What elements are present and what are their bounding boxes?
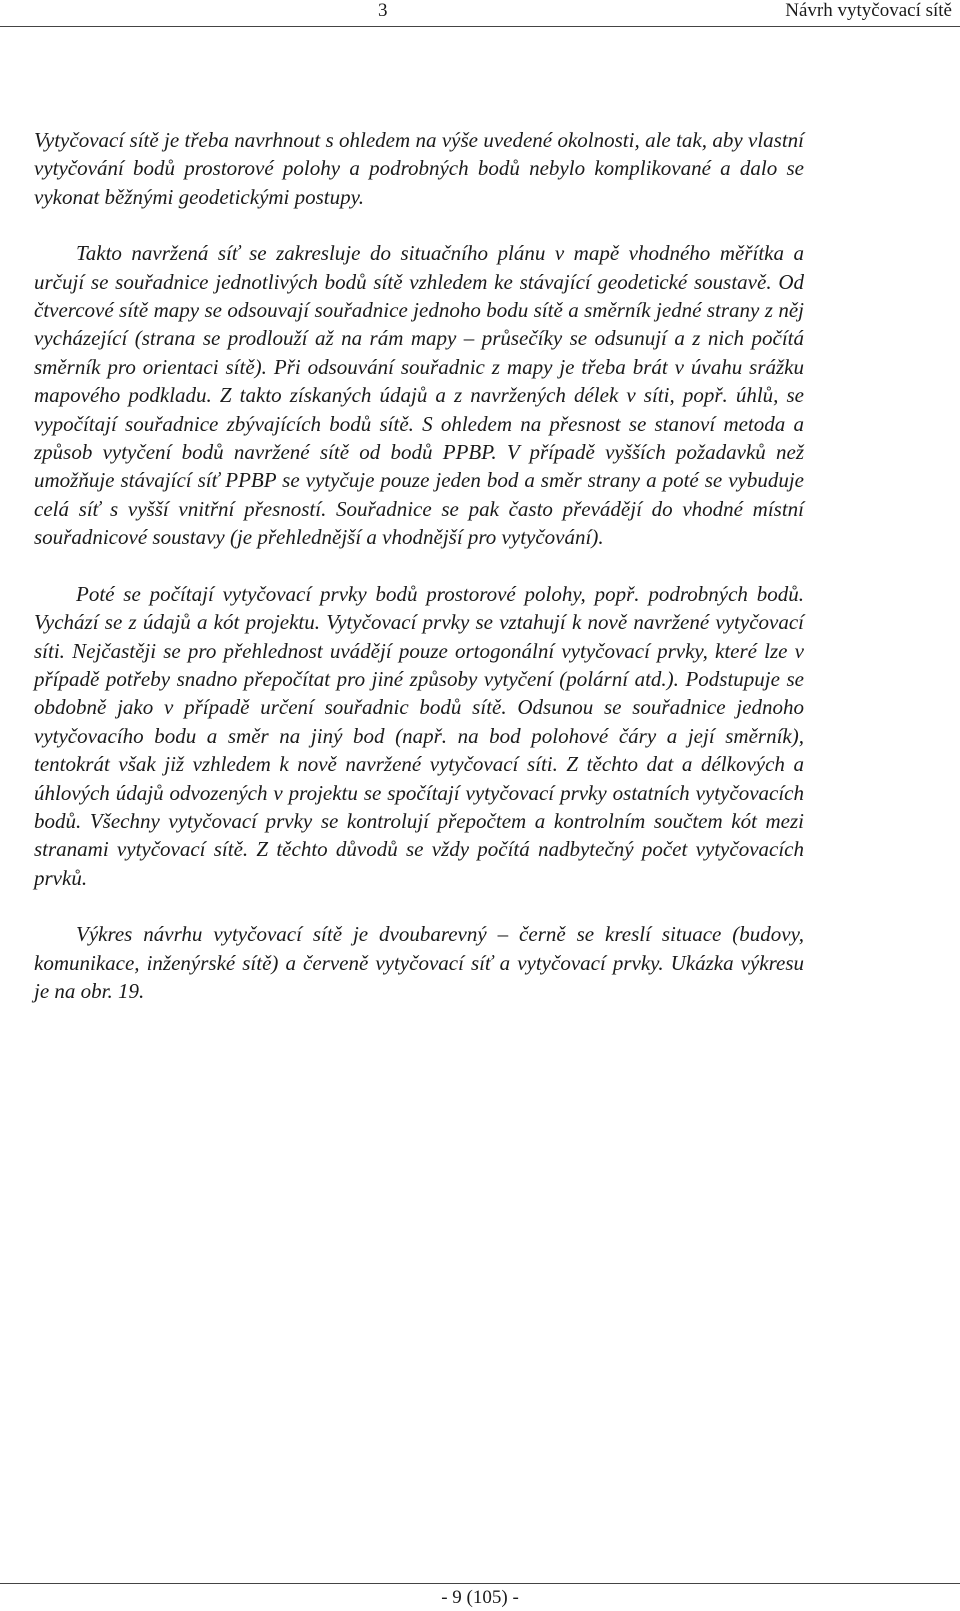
running-title: Návrh vytyčovací sítě: [785, 0, 952, 21]
paragraph-drawing: Výkres návrhu vytyčovací sítě je dvoubarevný – černě se kreslí situace (budovy, komunikace, inženýrské sítě) a červeně vytyčovací síť a vytyčovací prvky. Ukázka výkresu je na obr. 19.: [34, 922, 804, 1003]
header-divider: [0, 26, 960, 27]
paragraph-intro: Vytyčovací sítě je třeba navrhnout s ohledem na výše uvedené okolnosti, ale tak, aby vlastní vytyčování bodů prostorové polohy a podrobných bodů nebylo komplikované a dalo se vykonat běžnými geodetickými postupy.: [34, 128, 804, 209]
chapter-number: 3: [378, 0, 388, 21]
page-number-footer: - 9 (105) -: [441, 1587, 519, 1608]
footer-divider: [0, 1583, 960, 1584]
paragraph-network-design: Takto navržená síť se zakresluje do situačního plánu v mapě vhodného měřítka a určují se souřadnice jednotlivých bodů sítě vzhledem ke stávající geodetické soustavě. Od čtvercové sítě mapy se odsouvají souřadnice jednoho bodu sítě a směrník jedné strany z něj vycházející (strana se prodlouží až na rám mapy – průsečíky se odsunují a z nich počítá směrník pro orientaci sítě). Při odsouvání souřadnic z mapy je třeba brát v úvahu srážku mapového podkladu. Z takto získaných údajů a z navržených délek v síti, popř. úhlů, se vypočítají souřadnice zbývajících bodů sítě. S ohledem na přesnost se stanoví metoda a způsob vytyčení bodů navržené sítě od bodů PPBP. V případě vyšších požadavků než umožňuje stávající síť PPBP se vytyčuje pouze jeden bod a směr strany a poté se vybuduje celá síť s vyšší vnitřní přesností. Souřadnice se pak často převádějí do vhodné místní souřadnicové soustavy (je přehlednější a vhodnější pro vytyčování).: [34, 241, 804, 550]
page-header: [0, 0, 960, 26]
body-text: [34, 126, 804, 1005]
paragraph-setting-out-elements: Poté se počítají vytyčovací prvky bodů prostorové polohy, popř. podrobných bodů. Vychází se z údajů a kót projektu. Vytyčovací prvky se vztahují k nově navržené vytyčovací síti. Nejčastěji se pro přehlednost uvádějí pouze ortogonální vytyčovací prvky, které lze v případě potřeby snadno přepočítat pro jiné způsoby vytyčení (polární atd.). Podstupuje se obdobně jako v případě určení souřadnic bodů sítě. Odsunou se souřadnice jednoho vytyčovacího bodu a směr na jiný bod (např. na bod polohové čáry a její směrník), tentokrát však již vzhledem k nově navržené vytyčovací síti. Z těchto dat a délkových a úhlových údajů odvozených v projektu se spočítají vytyčovací prvky ostatních vytyčovacích bodů. Všechny vytyčovací prvky se kontrolují přepočtem a kontrolním součtem kót mezi stranami vytyčovací sítě. Z těchto důvodů se vždy počítá nadbytečný počet vytyčovacích prvků.: [34, 581, 804, 890]
